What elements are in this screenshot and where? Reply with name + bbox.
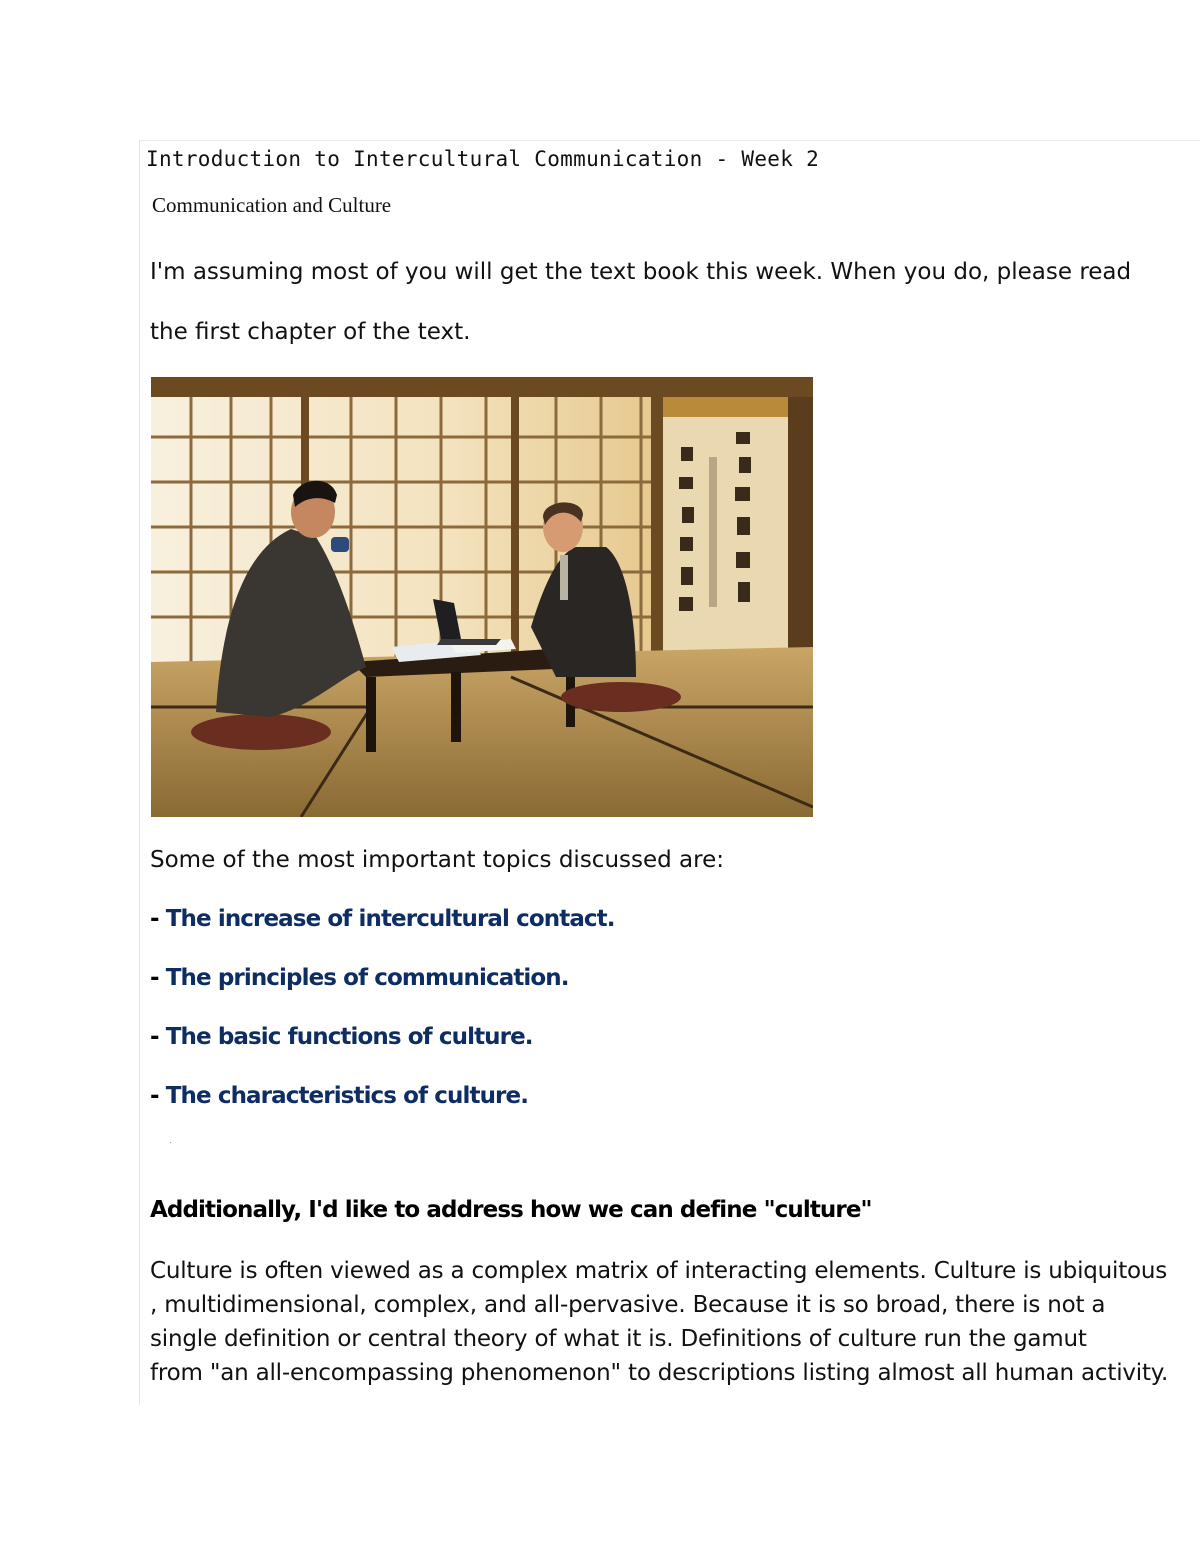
topic-item <box>150 906 615 932</box>
intro-line-2: the first chapter of the text. <box>150 319 471 345</box>
topic-text: The increase of intercultural contact. <box>165 906 615 932</box>
topic-item <box>150 965 569 991</box>
topic-dash: - <box>150 965 166 991</box>
topic-item <box>150 1083 528 1109</box>
culture-body-line: single definition or central theory of what it is. Definitions of culture run the gamut <box>150 1326 1087 1352</box>
culture-heading: Additionally, I'd like to address how we can define "culture" <box>150 1197 872 1223</box>
topics-intro: Some of the most important topics discussed are: <box>150 847 724 873</box>
topic-text: The characteristics of culture. <box>165 1083 529 1109</box>
page-top-border <box>139 140 1200 141</box>
topic-text: The principles of communication. <box>165 965 569 991</box>
topic-item <box>150 1024 533 1050</box>
culture-body-line: Culture is often viewed as a complex matrix of interacting elements. Culture is ubiquitous <box>150 1258 1168 1284</box>
topic-dash: - <box>150 906 166 932</box>
stray-dot <box>170 1142 171 1143</box>
business-meeting-photo <box>151 377 813 817</box>
culture-body-line: from "an all-encompassing phenomenon" to descriptions listing almost all human activity. <box>150 1360 1169 1386</box>
course-title: Introduction to Intercultural Communication - Week 2 <box>146 147 820 171</box>
page-left-border <box>139 140 140 1405</box>
intro-line-1: I'm assuming most of you will get the text book this week. When you do, please read <box>150 259 1132 285</box>
culture-body-line: , multidimensional, complex, and all-pervasive. Because it is so broad, there is not a <box>150 1292 1106 1318</box>
section-title: Communication and Culture <box>152 193 392 217</box>
topic-dash: - <box>150 1083 166 1109</box>
topic-dash: - <box>150 1024 166 1050</box>
calligraphy-scroll <box>679 432 751 611</box>
topic-text: The basic functions of culture. <box>165 1024 533 1050</box>
